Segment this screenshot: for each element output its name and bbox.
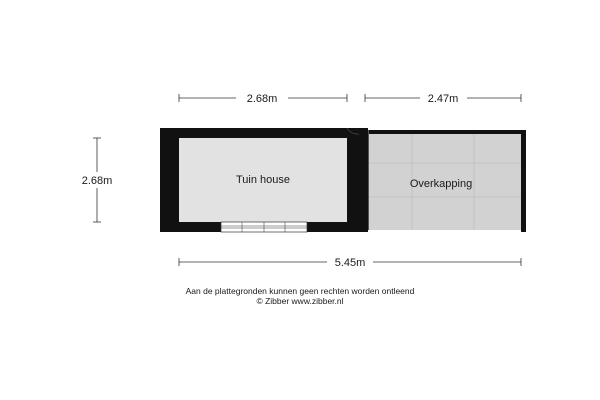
disclaimer-text: Aan de plattegronden kunnen geen rechten worden ontleend — [185, 286, 415, 296]
dimension-top-left-label: 2.68m — [246, 93, 278, 105]
room-label-overkapping: Overkapping — [409, 178, 473, 190]
dimension-top-right-label: 2.47m — [427, 93, 459, 105]
copyright-text: © Zibber www.zibber.nl — [256, 296, 344, 306]
room-label-tuinhuis: Tuin house — [235, 174, 291, 186]
dimension-left-label: 2.68m — [81, 175, 113, 187]
window — [221, 222, 307, 232]
dimension-bottom-label: 5.45m — [334, 257, 366, 269]
